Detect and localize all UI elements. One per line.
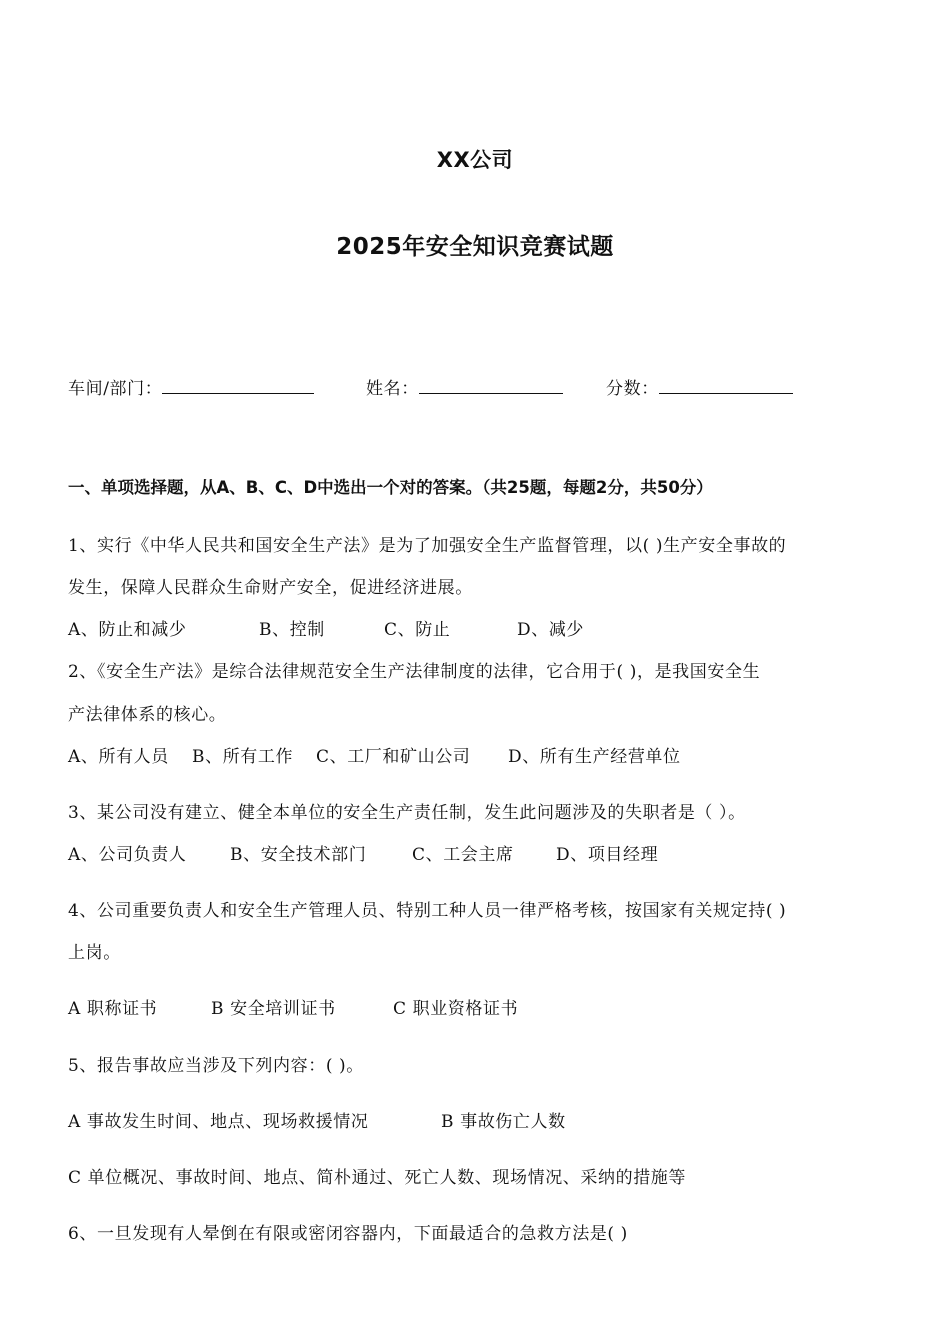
q1-option-d: D、减少 [517,620,585,640]
score-field [606,374,793,399]
q3-option-d: D、项目经理 [556,845,659,865]
company-title: XX公司 [436,148,514,172]
q2-line2: 产法律体系的核心。 [68,705,227,725]
q2-option-a: A、所有人员 [68,747,169,767]
q5-line1: 5、报告事故应当涉及下列内容：( )。 [68,1056,364,1076]
q1-line2: 发生，保障人民群众生命财产安全，促进经济进展。 [68,578,473,598]
section-heading: 一、单项选择题，从A、B、C、D中选出一个对的答案。（共25题，每题2分，共50分） [68,478,713,497]
q5-option-c: C 单位概况、事故时间、地点、简朴通过、死亡人数、现场情况、采纳的措施等 [68,1168,687,1188]
q4-line2: 上岗。 [68,943,121,963]
q1-option-a: A、防止和减少 [68,620,187,640]
q4-line1: 4、公司重要负责人和安全生产管理人员、特别工种人员一律严格考核，按国家有关规定持( ) [68,901,787,921]
q3-option-b: B、安全技术部门 [230,845,367,865]
q1-option-c: C、防止 [384,620,451,640]
name-label: 姓名： [366,379,419,399]
q3-option-a: A、公司负责人 [68,845,187,865]
q3-line1: 3、某公司没有建立、健全本单位的安全生产责任制，发生此问题涉及的失职者是（ ）。 [68,803,746,823]
exam-title: 2025年安全知识竞赛试题 [336,234,614,260]
dept-blank [162,379,314,394]
q4-option-a: A 职称证书 [68,999,158,1019]
score-blank [659,379,793,394]
q2-option-b: B、所有工作 [192,747,294,767]
q1-line1: 1、实行《中华人民共和国安全生产法》是为了加强安全生产监督管理，以( )生产安全事故的 [68,536,787,556]
q4-option-c: C 职业资格证书 [393,999,519,1019]
name-blank [419,379,563,394]
q1-option-b: B、控制 [259,620,325,640]
score-label: 分数： [606,379,659,399]
q4-option-b: B 安全培训证书 [211,999,336,1019]
q3-option-c: C、工会主席 [412,845,514,865]
q2-option-c: C、工厂和矿山公司 [316,747,471,767]
q2-option-d: D、所有生产经营单位 [508,747,681,767]
dept-label: 车间/部门： [68,379,163,399]
q5-option-a: A 事故发生时间、地点、现场救援情况 [68,1112,369,1132]
q6-line1: 6、一旦发现有人晕倒在有限或密闭容器内，下面最适合的急救方法是( ) [68,1224,628,1244]
q2-line1: 2、《安全生产法》是综合法律规范安全生产法律制度的法律，它合用于( )，是我国安全生 [68,662,761,682]
dept-field [68,374,314,399]
name-field [366,374,563,399]
q5-option-b: B 事故伤亡人数 [441,1112,566,1132]
